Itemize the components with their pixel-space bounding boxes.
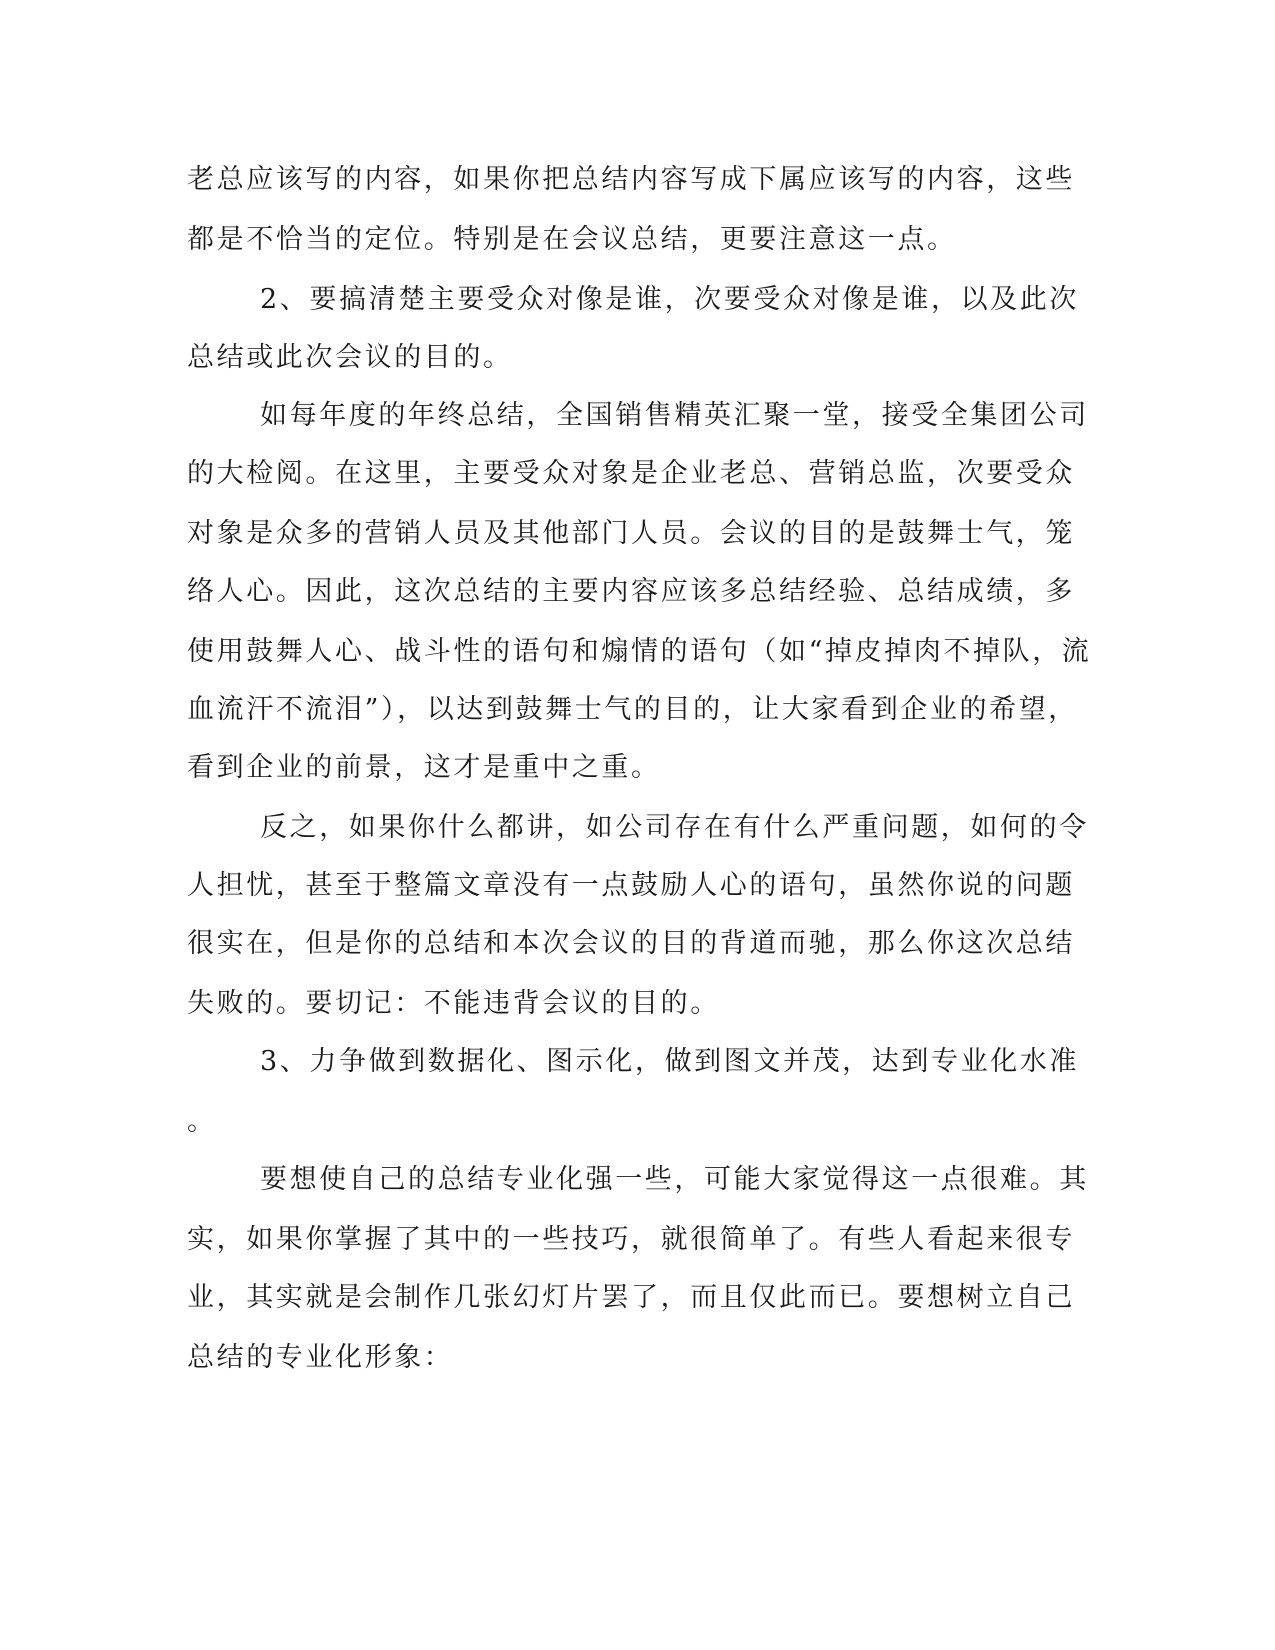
text-line: 都是不恰当的定位。特别是在会议总结，更要注意这一点。: [187, 224, 957, 255]
text-line: 对象是众多的营销人员及其他部门人员。会议的目的是鼓舞士气，笼: [187, 518, 1075, 549]
text-line: 使用鼓舞人心、战斗性的语句和煽情的语句（如“掉皮掉肉不掉队，流: [187, 636, 1092, 667]
text-line: 人担忧，甚至于整篇文章没有一点鼓励人心的语句，虽然你说的问题: [187, 870, 1075, 901]
text-line: 总结的专业化形象：: [187, 1342, 454, 1373]
text-line: 老总应该写的内容，如果你把总结内容写成下属应该写的内容，这些: [187, 164, 1075, 195]
text-line: 如每年度的年终总结，全国销售精英汇聚一堂，接受全集团公司: [260, 400, 1089, 431]
text-line: 失败的。要切记：不能违背会议的目的。: [187, 988, 720, 1019]
text-line: 3、力争做到数据化、图示化，做到图文并茂，达到专业化水准: [260, 1046, 1079, 1077]
text-line: 血流汗不流泪”），以达到鼓舞士气的目的，让大家看到企业的希望，: [187, 694, 1078, 725]
text-line: 很实在，但是你的总结和本次会议的目的背道而驰，那么你这次总结: [187, 928, 1075, 959]
text-line: 要想使自己的总结专业化强一些，可能大家觉得这一点很难。其: [260, 1164, 1089, 1195]
text-line: 看到企业的前景，这才是重中之重。: [187, 752, 661, 783]
text-line: 络人心。因此，这次总结的主要内容应该多总结经验、总结成绩，多: [187, 576, 1075, 607]
text-line: 总结或此次会议的目的。: [187, 342, 513, 373]
text-line: 业，其实就是会制作几张幻灯片罢了，而且仅此而已。要想树立自己: [187, 1282, 1075, 1313]
text-line: 2、要搞清楚主要受众对像是谁，次要受众对像是谁，以及此次: [260, 284, 1079, 315]
text-line: 实，如果你掌握了其中的一些技巧，就很简单了。有些人看起来很专: [187, 1224, 1075, 1255]
text-line: 反之，如果你什么都讲，如公司存在有什么严重问题，如何的令: [260, 812, 1089, 843]
text-line: 。: [187, 1106, 217, 1137]
text-line: 的大检阅。在这里，主要受众对象是企业老总、营销总监，次要受众: [187, 458, 1075, 489]
